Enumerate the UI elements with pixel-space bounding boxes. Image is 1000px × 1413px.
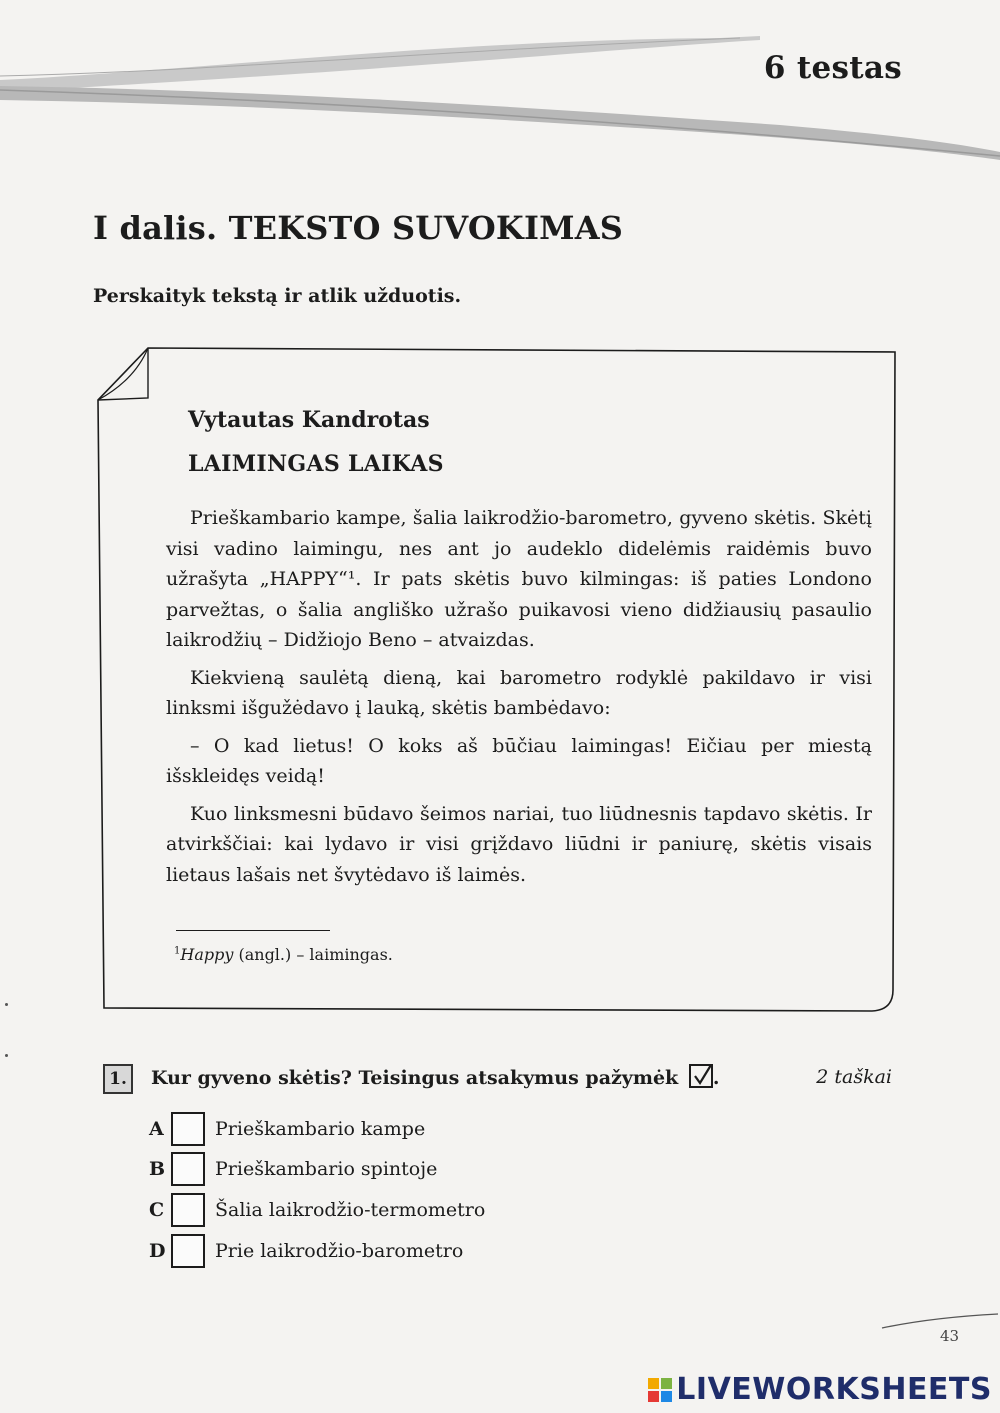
footnote-mark: 1 xyxy=(174,945,181,957)
option-label: Prieškambario kampe xyxy=(215,1118,426,1140)
logo-square xyxy=(661,1391,672,1402)
instruction: Perskaityk tekstą ir atlik užduotis. xyxy=(93,285,462,307)
logo-square xyxy=(661,1378,672,1389)
question-label: Kur gyveno skėtis? Teisingus atsakymus pažymėk xyxy=(151,1067,679,1089)
page-number: 43 xyxy=(940,1327,960,1345)
option-c-checkbox[interactable] xyxy=(171,1193,205,1227)
option-label: Šalia laikrodžio-termometro xyxy=(215,1199,486,1221)
logo-square xyxy=(648,1378,659,1389)
story-title: LAIMINGAS LAIKAS xyxy=(188,451,444,477)
test-title: 6 testas xyxy=(763,50,902,86)
question-text xyxy=(151,1064,719,1089)
footnote-divider xyxy=(176,930,330,931)
question-number: 1. xyxy=(103,1064,133,1094)
option-b xyxy=(149,1152,437,1186)
story-paragraph: Kuo linksmesni būdavo šeimos nariai, tuo liūdnesnis tapdavo skėtis. Ir atvirkščiai: kai lydavo ir visi grįždavo liūdni ir paniurę, skėtis visais lietaus lašais net švytėdavo iš laimės. xyxy=(166,802,872,886)
story-paragraph: Kiekvieną saulėtą dieną, kai barometro rodyklė pakildavo ir visi linksmi išgužėdavo į lauką, skėtis bambėdavo: xyxy=(166,666,872,719)
liveworksheets-logo xyxy=(648,1372,992,1407)
footnote xyxy=(174,945,393,964)
option-label: Prieškambario spintoje xyxy=(215,1158,438,1180)
option-label: Prie laikrodžio-barometro xyxy=(215,1240,464,1262)
option-c xyxy=(149,1193,485,1227)
footnote-term: Happy xyxy=(180,945,234,964)
option-letter: A xyxy=(149,1118,164,1140)
question-suffix: . xyxy=(712,1067,720,1089)
scan-speck xyxy=(5,1003,8,1006)
story-text xyxy=(166,503,872,897)
option-a xyxy=(149,1112,425,1146)
checkmark-icon xyxy=(689,1064,713,1088)
scan-speck xyxy=(5,1054,8,1057)
option-b-checkbox[interactable] xyxy=(171,1152,205,1186)
story-paragraph: – O kad lietus! O koks aš būčiau laimingas! Eičiau per miestą išskleidęs veidą! xyxy=(166,734,872,787)
story-paragraph: Prieškambario kampe, šalia laikrodžio-barometro, gyveno skėtis. Skėtį visi vadino laimingu, nes ant jo audeklo didelėmis raidėmis buvo užrašyta „HAPPY“¹. Ir pats skėtis buvo kilmingas: iš paties Londono parvežtas, o šalia angliško užrašo puikavosi vieno didžiausių pasaulio laikrodžių – Didžiojo Beno – atvaizdas. xyxy=(166,507,872,651)
option-letter: B xyxy=(149,1158,166,1180)
logo-text: LIVEWORKSHEETS xyxy=(676,1372,992,1407)
option-d-checkbox[interactable] xyxy=(171,1234,205,1268)
footnote-text: (angl.) – laimingas. xyxy=(233,945,393,964)
logo-square xyxy=(648,1391,659,1402)
option-letter: D xyxy=(149,1240,166,1262)
part-title: I dalis. TEKSTO SUVOKIMAS xyxy=(93,209,624,247)
option-a-checkbox[interactable] xyxy=(171,1112,205,1146)
option-d xyxy=(149,1234,463,1268)
question-points: 2 taškai xyxy=(816,1066,892,1088)
logo-grid-icon xyxy=(648,1378,672,1402)
option-letter: C xyxy=(149,1199,165,1221)
story-author: Vytautas Kandrotas xyxy=(188,407,430,433)
